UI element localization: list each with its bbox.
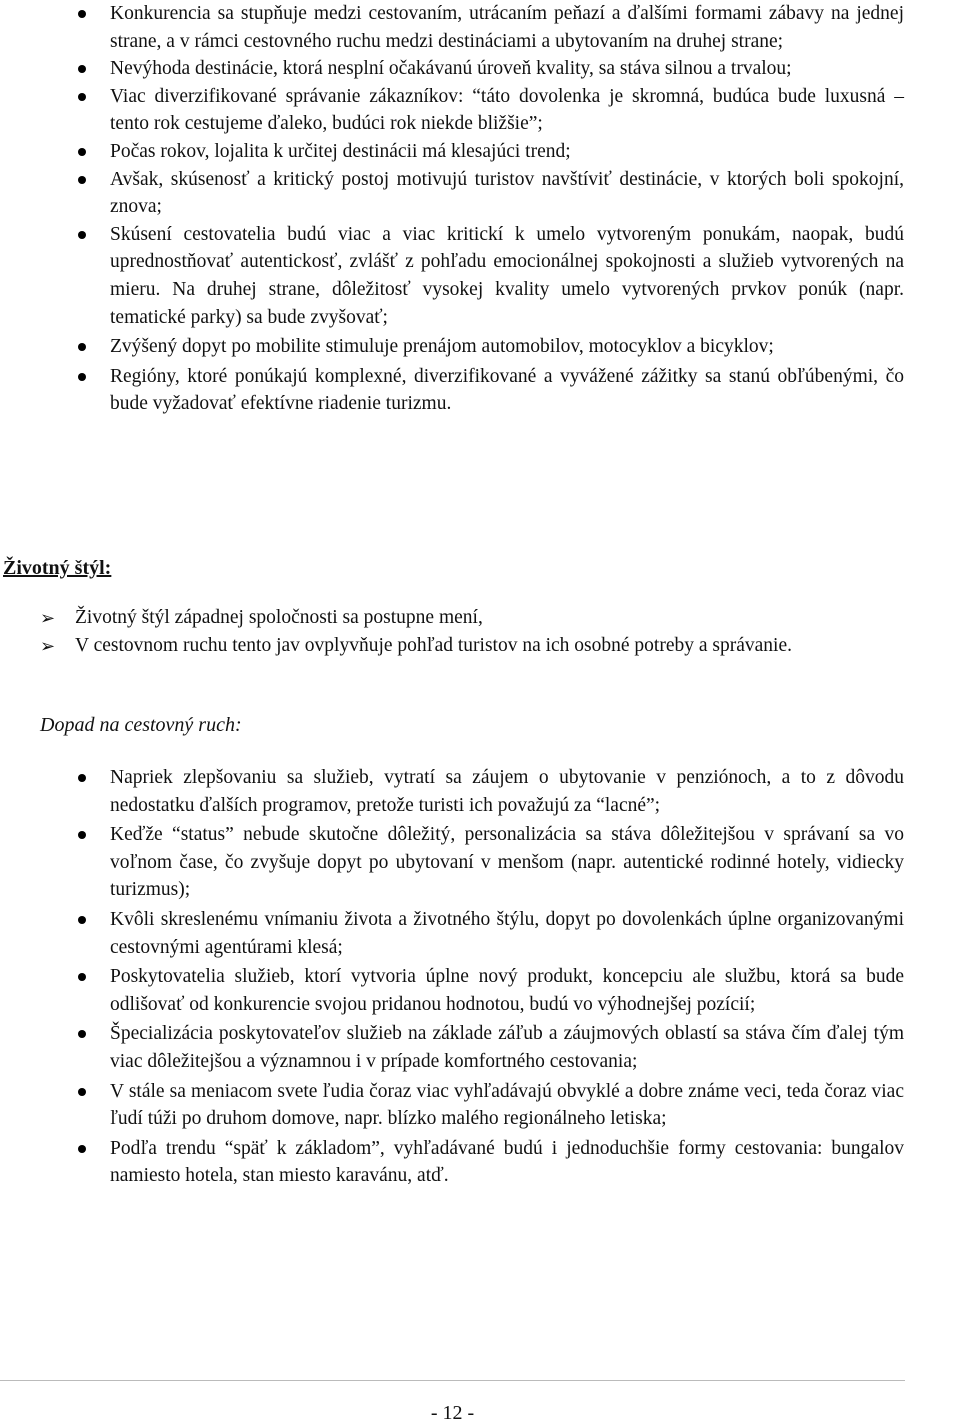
list-item xyxy=(0,1020,960,1075)
list-item-text: Životný štýl západnej spoločnosti sa postupne mení, xyxy=(75,607,483,628)
list-item xyxy=(0,906,960,961)
lifestyle-arrow-list xyxy=(0,604,960,659)
list-item xyxy=(0,363,960,418)
list-item-text: Zvýšený dopyt po mobilite stimuluje prenájom automobilov, motocyklov a bicyklov; xyxy=(110,336,774,358)
impact-heading: Dopad na cestovný ruch: xyxy=(40,714,242,736)
bullet-icon xyxy=(78,93,86,101)
bullet-icon xyxy=(78,1145,86,1153)
list-item-text: Keďže “status” nebude skutočne dôležitý, personalizácia sa stáva dôležitejšou v správaní sa vo voľnom čase, čo zvyšuje dopyt po ubytovaní v menšom (napr. autentické rodinné hotely, vidiecky turizmus); xyxy=(110,824,904,901)
list-item xyxy=(0,764,960,819)
list-item-text: Skúsení cestovatelia budú viac a viac kritickí k umelo vytvoreným ponukám, naopak, budú uprednostňovať autentickosť, zvlášť z pohľadu emocionálnej spokojnosti a služieb vytvorených na mieru. Na druhej strane, dôležitosť vysokej kvality umelo vytvorených prvkov ponúk (napr. tematické parky) sa bude zvyšovať; xyxy=(110,223,904,328)
list-item-text: Špecializácia poskytovateľov služieb na základe záľub a záujmových oblastí sa stáva čím ďalej tým viac dôležitejšou a významnou i v prípade komfortného cestovania; xyxy=(110,1023,904,1072)
page-number: - 12 - xyxy=(430,1402,475,1424)
list-item-text: Nevýhoda destinácie, ktorá nesplní očakávanú úroveň kvality, sa stáva silnou a trvalou; xyxy=(110,58,792,80)
bullet-icon xyxy=(78,1088,86,1096)
list-item-text: Podľa trendu “späť k základom”, vyhľadávané budú i jednoduchšie formy cestovania: bungalov namiesto hotela, stan miesto karavánu, atď. xyxy=(110,1137,904,1187)
list-item-text: Regióny, ktoré ponúkajú komplexné, diverzifikované a vyvážené zážitky sa stanú obľúbenými, čo bude vyžadovať efektívne riadenie turizmu. xyxy=(110,365,904,415)
list-item-text: Napriek zlepšovaniu sa služieb, vytratí sa záujem o ubytovanie v penziónoch, a to z dôvodu nedostatku ďalších programov, pretože turisti ich považujú za “lacné”; xyxy=(110,767,904,816)
list-item-text: Viac diverzifikované správanie zákazníkov: “táto dovolenka je skromná, budúca bude luxusná – tento rok cestujeme ďaleko, budúci rok niekde bližšie”; xyxy=(110,85,904,135)
list-item xyxy=(0,166,960,221)
bullet-icon xyxy=(78,343,86,351)
list-item xyxy=(0,963,960,1018)
list-item-text: Počas rokov, lojalita k určitej destinácii má klesajúci trend; xyxy=(110,140,571,162)
bullet-icon xyxy=(78,176,86,184)
bullet-icon xyxy=(78,231,86,239)
arrow-bullet-icon: ➢ xyxy=(40,635,56,657)
list-item xyxy=(0,221,960,331)
list-item-text: Avšak, skúsenosť a kritický postoj motivujú turistov navštíviť destinácie, v ktorých boli spokojní, znova; xyxy=(110,168,904,218)
list-item xyxy=(0,0,960,55)
list-item-text: V stále sa meniacom svete ľudia čoraz viac vyhľadávajú obvyklé a dobre známe veci, teda čoraz viac ľudí túži po druhom domove, napr. blízko malého regionálneho letiska; xyxy=(110,1080,904,1130)
bullet-icon xyxy=(78,65,86,73)
impact-bullet-list xyxy=(0,764,960,1190)
list-item-text: Kvôli skreslenému vnímaniu života a životného štýlu, dopyt po dovolenkách úplne organizovanými cestovnými agentúrami klesá; xyxy=(110,908,904,958)
bullet-icon xyxy=(78,916,86,924)
list-item xyxy=(0,604,960,632)
bullet-icon xyxy=(78,973,86,981)
bullet-icon xyxy=(78,774,86,782)
list-item xyxy=(0,632,960,660)
list-item xyxy=(0,55,960,83)
lifestyle-heading: Životný štýl: xyxy=(3,557,112,579)
list-item xyxy=(0,821,960,904)
bullet-icon xyxy=(78,373,86,381)
list-item xyxy=(0,83,960,138)
bullet-icon xyxy=(78,148,86,156)
list-item xyxy=(0,333,960,361)
list-item xyxy=(0,1078,960,1133)
bullet-icon xyxy=(78,831,86,839)
trends-bullet-list xyxy=(0,0,960,418)
list-item-text: V cestovnom ruchu tento jav ovplyvňuje pohľad turistov na ich osobné potreby a správanie. xyxy=(75,634,792,656)
list-item-text: Poskytovatelia služieb, ktorí vytvoria úplne nový produkt, koncepciu ale službu, ktorá sa bude odlišovať od konkurencie svojou pridanou hodnotou, budú vo výhodnejšej pozícií; xyxy=(110,966,904,1015)
list-item-text: Konkurencia sa stupňuje medzi cestovaním, utrácaním peňazí a ďalšími formami zábavy na jednej strane, a v rámci cestovného ruchu medzi destináciami a ubytovaním na druhej strane; xyxy=(110,3,904,52)
bullet-icon xyxy=(78,1030,86,1038)
bullet-icon xyxy=(78,10,86,18)
footer-divider xyxy=(0,1380,905,1381)
list-item xyxy=(0,138,960,166)
list-item xyxy=(0,1135,960,1190)
arrow-bullet-icon: ➢ xyxy=(40,608,56,629)
